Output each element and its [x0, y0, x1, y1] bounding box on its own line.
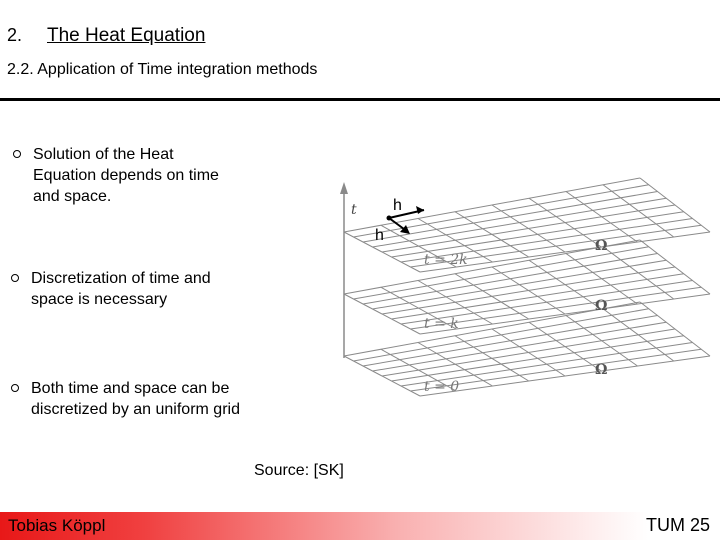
bullet-item — [31, 378, 246, 420]
space-time-grid-figure — [330, 160, 720, 445]
time-level-label-2k: t = 2k — [424, 252, 468, 268]
grid-line — [603, 309, 674, 361]
grid-line — [566, 192, 638, 243]
grid-line — [382, 267, 675, 314]
domain-omega-label: Ω — [595, 362, 608, 378]
bullet-circle-icon — [13, 150, 21, 158]
bullet-circle-icon — [11, 274, 19, 282]
grid-line — [640, 302, 710, 356]
grid-node-dot — [387, 216, 392, 221]
footer-author: Tobias Köppl — [8, 516, 106, 535]
slide-subtitle: 2.2. Application of Time integration methods — [7, 61, 318, 78]
grid-line — [603, 185, 674, 237]
grid-line — [382, 329, 675, 376]
grid-line — [566, 254, 638, 305]
spacing-label-h-top: h — [393, 197, 402, 214]
section-number: 2. — [7, 25, 23, 45]
grid-line — [529, 322, 601, 371]
bullet-text: Both time and space can be discretized by an uniform grid — [31, 380, 240, 418]
grid-line — [603, 247, 674, 299]
arrowhead-icon — [416, 206, 424, 214]
time-level-label-k: t = k — [424, 316, 459, 332]
footer-bar — [0, 512, 720, 540]
grid-line — [529, 198, 601, 247]
domain-omega-label: Ω — [595, 238, 608, 254]
bullet-text: Discretization of time and space is necessary — [31, 270, 211, 308]
grid-line — [566, 316, 638, 367]
footer-slide-label: TUM 25 — [646, 515, 711, 535]
grid-line — [640, 240, 710, 294]
time-level-label-0: t = 0 — [424, 379, 460, 395]
domain-omega-label: Ω — [595, 298, 608, 314]
bullet-item — [33, 144, 233, 207]
bullet-text: Solution of the Heat Equation depends on time and space. — [33, 146, 219, 205]
header-divider — [0, 98, 720, 101]
grid-line — [529, 260, 601, 309]
spacing-label-h-bottom: h — [375, 227, 384, 244]
time-axis-label: t — [351, 202, 357, 218]
grid-line — [382, 205, 675, 252]
bullet-item — [31, 268, 246, 310]
figure-source: Source: [SK] — [254, 462, 344, 479]
section-title: The Heat Equation — [47, 25, 206, 46]
grid-line — [640, 178, 710, 232]
time-axis-arrowhead-icon — [340, 182, 348, 194]
bullet-circle-icon — [11, 384, 19, 392]
